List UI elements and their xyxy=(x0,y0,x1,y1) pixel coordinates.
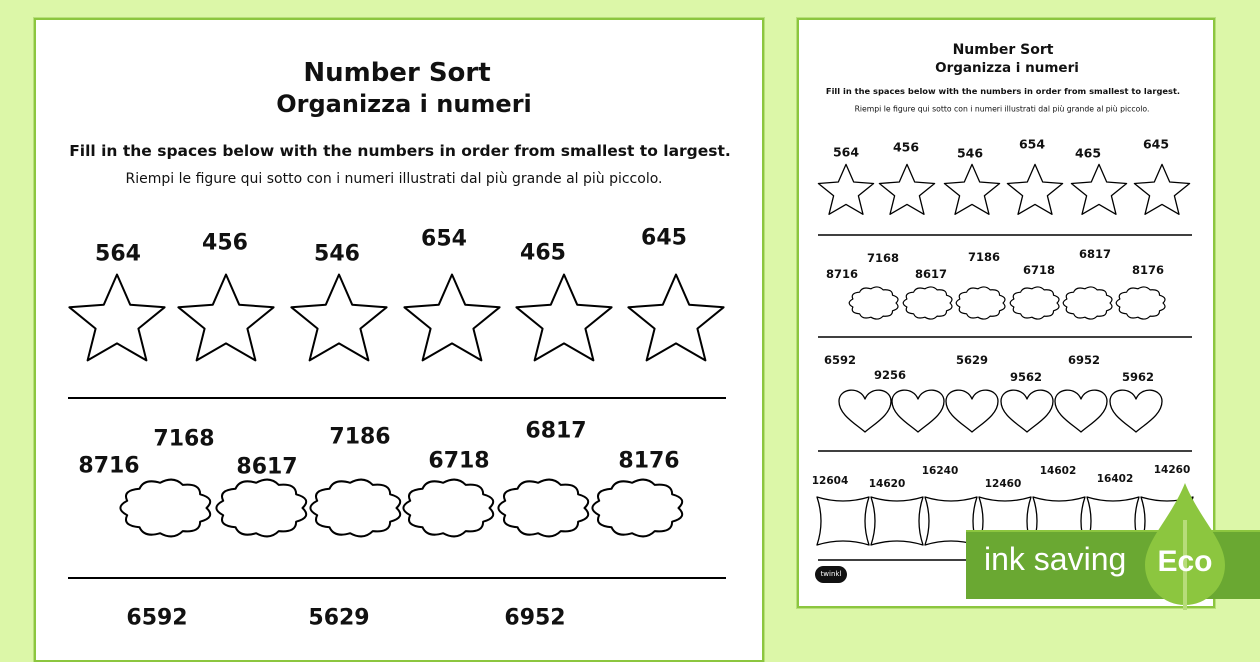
number-label: 654 xyxy=(1018,136,1046,152)
number-label: 6952 xyxy=(1067,353,1101,367)
number-label: 5629 xyxy=(955,353,989,367)
pillow-shape xyxy=(817,497,869,545)
number-label: 12604 xyxy=(811,475,849,487)
star-shape xyxy=(404,275,499,361)
cloud-shape xyxy=(1010,287,1059,319)
heart-shape xyxy=(946,390,998,432)
star-shape xyxy=(944,164,999,214)
number-label: 12460 xyxy=(984,478,1022,490)
number-label: 7186 xyxy=(967,250,1001,264)
number-label: 456 xyxy=(202,230,248,256)
cloud-shape xyxy=(1116,287,1165,319)
number-label: 8176 xyxy=(1131,263,1165,277)
cloud-shape xyxy=(956,287,1005,319)
cloud-shape xyxy=(120,480,210,537)
star-shape xyxy=(1007,164,1062,214)
number-label: 546 xyxy=(314,241,360,267)
number-label: 654 xyxy=(421,226,467,252)
number-label: 6817 xyxy=(1078,247,1112,261)
star-shape xyxy=(879,164,934,214)
instruction-it: Riempi le figure qui sotto con i numeri illustrati dal più grande al più piccolo. xyxy=(125,171,663,187)
cloud-shape xyxy=(216,480,306,537)
pillow-shape xyxy=(871,497,923,545)
cloud-shape xyxy=(498,480,588,537)
number-label: 7168 xyxy=(153,426,215,452)
number-label: 6592 xyxy=(823,353,857,367)
number-label: 456 xyxy=(892,139,920,155)
star-shape xyxy=(291,275,386,361)
cloud-shape xyxy=(403,480,493,537)
number-label: 8617 xyxy=(914,267,948,281)
number-label: 8716 xyxy=(78,453,140,479)
star-shape xyxy=(628,275,723,361)
instruction-en: Fill in the spaces below with the numbers in order from smallest to largest. xyxy=(69,142,731,160)
number-label: 546 xyxy=(956,145,984,161)
number-label: 6718 xyxy=(428,448,490,474)
number-label: 564 xyxy=(832,144,860,160)
heart-shape xyxy=(1110,390,1162,432)
number-label: 6952 xyxy=(504,605,566,631)
cloud-shape xyxy=(310,480,400,537)
number-label: 465 xyxy=(520,240,566,266)
page-subtitle-small: Organizza i numeri xyxy=(935,60,1079,76)
page-title: Number Sort xyxy=(303,58,491,88)
star-shape xyxy=(1071,164,1126,214)
cloud-shape xyxy=(903,287,952,319)
number-label: 645 xyxy=(1142,136,1170,152)
twinkl-logo: twinkl xyxy=(815,566,847,583)
number-label: 645 xyxy=(641,225,687,251)
number-label: 6718 xyxy=(1022,263,1056,277)
number-label: 7168 xyxy=(866,251,900,265)
heart-shape xyxy=(1001,390,1053,432)
number-label: 14620 xyxy=(868,478,906,490)
number-label: 6817 xyxy=(525,418,587,444)
number-label: 564 xyxy=(95,241,141,267)
page-subtitle: Organizza i numeri xyxy=(276,90,532,118)
number-label: 8176 xyxy=(618,448,680,474)
number-label: 16240 xyxy=(921,465,959,477)
eco-label: Eco xyxy=(1157,545,1213,578)
number-label: 6592 xyxy=(126,605,188,631)
number-label: 5629 xyxy=(308,605,370,631)
heart-shape xyxy=(892,390,944,432)
star-shape xyxy=(1134,164,1189,214)
star-shape xyxy=(178,275,273,361)
number-label: 16402 xyxy=(1096,473,1134,485)
instruction-it-small: Riempi le figure qui sotto con i numeri illustrati dal più grande al più piccolo. xyxy=(854,104,1150,114)
star-shape xyxy=(516,275,611,361)
number-label: 14260 xyxy=(1153,464,1191,476)
number-label: 9256 xyxy=(873,368,907,382)
number-label: 8617 xyxy=(236,454,298,480)
cloud-shape xyxy=(849,287,898,319)
star-shape xyxy=(818,164,873,214)
instruction-en-small: Fill in the spaces below with the numbers in order from smallest to largest. xyxy=(825,86,1181,96)
heart-shape xyxy=(1055,390,1107,432)
heart-shape xyxy=(839,390,891,432)
page-title-small: Number Sort xyxy=(952,42,1054,58)
number-label: 8716 xyxy=(825,267,859,281)
number-label: 7186 xyxy=(329,424,391,450)
star-shape xyxy=(69,275,164,361)
cloud-shape xyxy=(1063,287,1112,319)
number-label: 465 xyxy=(1074,145,1102,161)
ink-saving-text: ink saving xyxy=(984,541,1127,577)
cloud-shape xyxy=(592,480,682,537)
number-label: 5962 xyxy=(1121,370,1155,384)
number-label: 14602 xyxy=(1039,465,1077,477)
number-label: 9562 xyxy=(1009,370,1043,384)
